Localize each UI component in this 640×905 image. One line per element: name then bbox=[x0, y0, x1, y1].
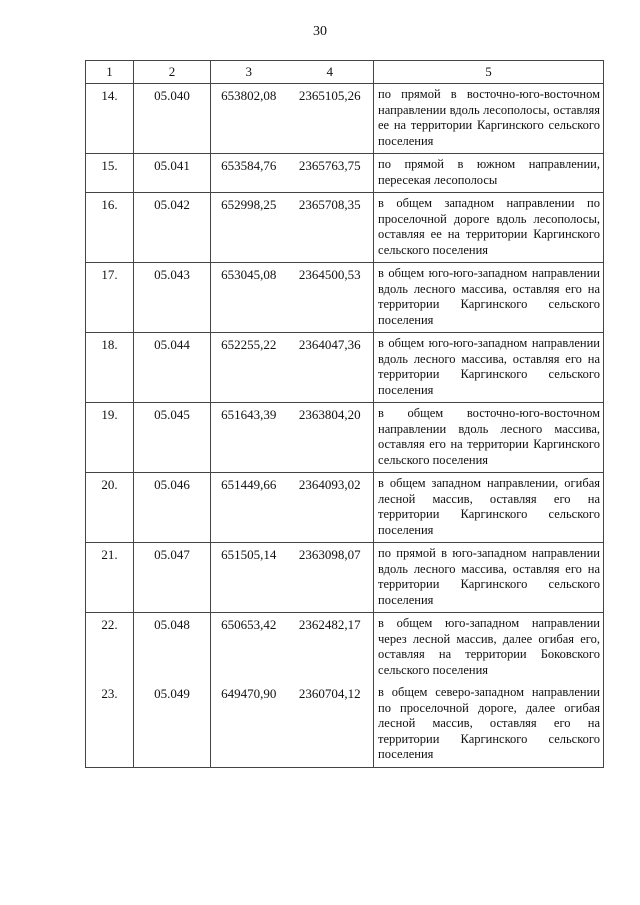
coordinate-y: 2364093,02 bbox=[287, 473, 374, 543]
coordinate-x: 653802,08 bbox=[211, 84, 287, 154]
coordinate-y: 2362482,17 bbox=[287, 613, 374, 683]
table-row bbox=[86, 333, 604, 403]
table-row bbox=[86, 154, 604, 193]
coordinate-x: 652255,22 bbox=[211, 333, 287, 403]
coordinate-y: 2365708,35 bbox=[287, 193, 374, 263]
point-code: 05.044 bbox=[134, 333, 211, 403]
table-row bbox=[86, 403, 604, 473]
coordinate-y: 2364500,53 bbox=[287, 263, 374, 333]
table-row bbox=[86, 84, 604, 154]
boundary-description: по прямой в южном направлении, пересекая лесополосы bbox=[374, 154, 604, 193]
coordinate-y: 2360704,12 bbox=[287, 682, 374, 767]
table-row bbox=[86, 613, 604, 683]
coordinate-x: 650653,42 bbox=[211, 613, 287, 683]
boundary-description: в общем западном направлении, огибая лесной массив, оставляя его на территории Каргинского сельского поселения bbox=[374, 473, 604, 543]
point-code: 05.049 bbox=[134, 682, 211, 767]
row-number: 20. bbox=[86, 473, 134, 543]
point-code: 05.043 bbox=[134, 263, 211, 333]
boundary-description: в общем восточно-юго-восточном направлении вдоль лесного массива, оставляя его на территории Каргинского сельского поселения bbox=[374, 403, 604, 473]
header-cell-1: 1 bbox=[86, 61, 134, 84]
header-cell-5: 5 bbox=[374, 61, 604, 84]
coordinate-x: 649470,90 bbox=[211, 682, 287, 767]
boundary-description: в общем юго-юго-западном направлении вдоль лесного массива, оставляя его на территории Каргинского сельского поселения bbox=[374, 263, 604, 333]
coordinate-y: 2363804,20 bbox=[287, 403, 374, 473]
point-code: 05.046 bbox=[134, 473, 211, 543]
point-code: 05.048 bbox=[134, 613, 211, 683]
coordinate-y: 2364047,36 bbox=[287, 333, 374, 403]
point-code: 05.042 bbox=[134, 193, 211, 263]
table-row bbox=[86, 193, 604, 263]
page-number: 30 bbox=[313, 24, 327, 39]
point-code: 05.047 bbox=[134, 543, 211, 613]
row-number: 17. bbox=[86, 263, 134, 333]
table-row bbox=[86, 263, 604, 333]
row-number: 16. bbox=[86, 193, 134, 263]
header-cell-4: 4 bbox=[287, 61, 374, 84]
coordinate-x: 652998,25 bbox=[211, 193, 287, 263]
coordinate-x: 653045,08 bbox=[211, 263, 287, 333]
boundary-description: в общем северо-западном направлении по проселочной дороге, далее огибая лесной массив, оставляя его на территории Каргинского сельского поселения bbox=[374, 682, 604, 767]
coordinate-y: 2365763,75 bbox=[287, 154, 374, 193]
point-code: 05.040 bbox=[134, 84, 211, 154]
row-number: 14. bbox=[86, 84, 134, 154]
coordinate-x: 653584,76 bbox=[211, 154, 287, 193]
table-header-row bbox=[86, 61, 604, 84]
boundary-description: по прямой в восточно-юго-восточном направлении вдоль лесополосы, оставляя ее на территории Каргинского сельского поселения bbox=[374, 84, 604, 154]
coordinate-x: 651449,66 bbox=[211, 473, 287, 543]
row-number: 18. bbox=[86, 333, 134, 403]
boundary-points-table bbox=[85, 60, 604, 768]
row-number: 22. bbox=[86, 613, 134, 683]
boundary-description: в общем западном направлении по проселочной дороге вдоль лесополосы, оставляя ее на территории Каргинского сельского поселения bbox=[374, 193, 604, 263]
coordinate-y: 2363098,07 bbox=[287, 543, 374, 613]
point-code: 05.045 bbox=[134, 403, 211, 473]
row-number: 19. bbox=[86, 403, 134, 473]
coordinate-x: 651505,14 bbox=[211, 543, 287, 613]
header-cell-2: 2 bbox=[134, 61, 211, 84]
table-row bbox=[86, 473, 604, 543]
table-row bbox=[86, 682, 604, 767]
row-number: 21. bbox=[86, 543, 134, 613]
boundary-description: в общем юго-юго-западном направлении вдоль лесного массива, оставляя его на территории Каргинского сельского поселения bbox=[374, 333, 604, 403]
header-cell-3: 3 bbox=[211, 61, 287, 84]
coordinate-y: 2365105,26 bbox=[287, 84, 374, 154]
boundary-description: в общем юго-западном направлении через лесной массив, далее огибая его, оставляя на территории Боковского сельского поселения bbox=[374, 613, 604, 683]
coordinate-x: 651643,39 bbox=[211, 403, 287, 473]
boundary-description: по прямой в юго-западном направлении вдоль лесного массива, оставляя его на территории Каргинского сельского поселения bbox=[374, 543, 604, 613]
point-code: 05.041 bbox=[134, 154, 211, 193]
row-number: 23. bbox=[86, 682, 134, 767]
table-row bbox=[86, 543, 604, 613]
row-number: 15. bbox=[86, 154, 134, 193]
